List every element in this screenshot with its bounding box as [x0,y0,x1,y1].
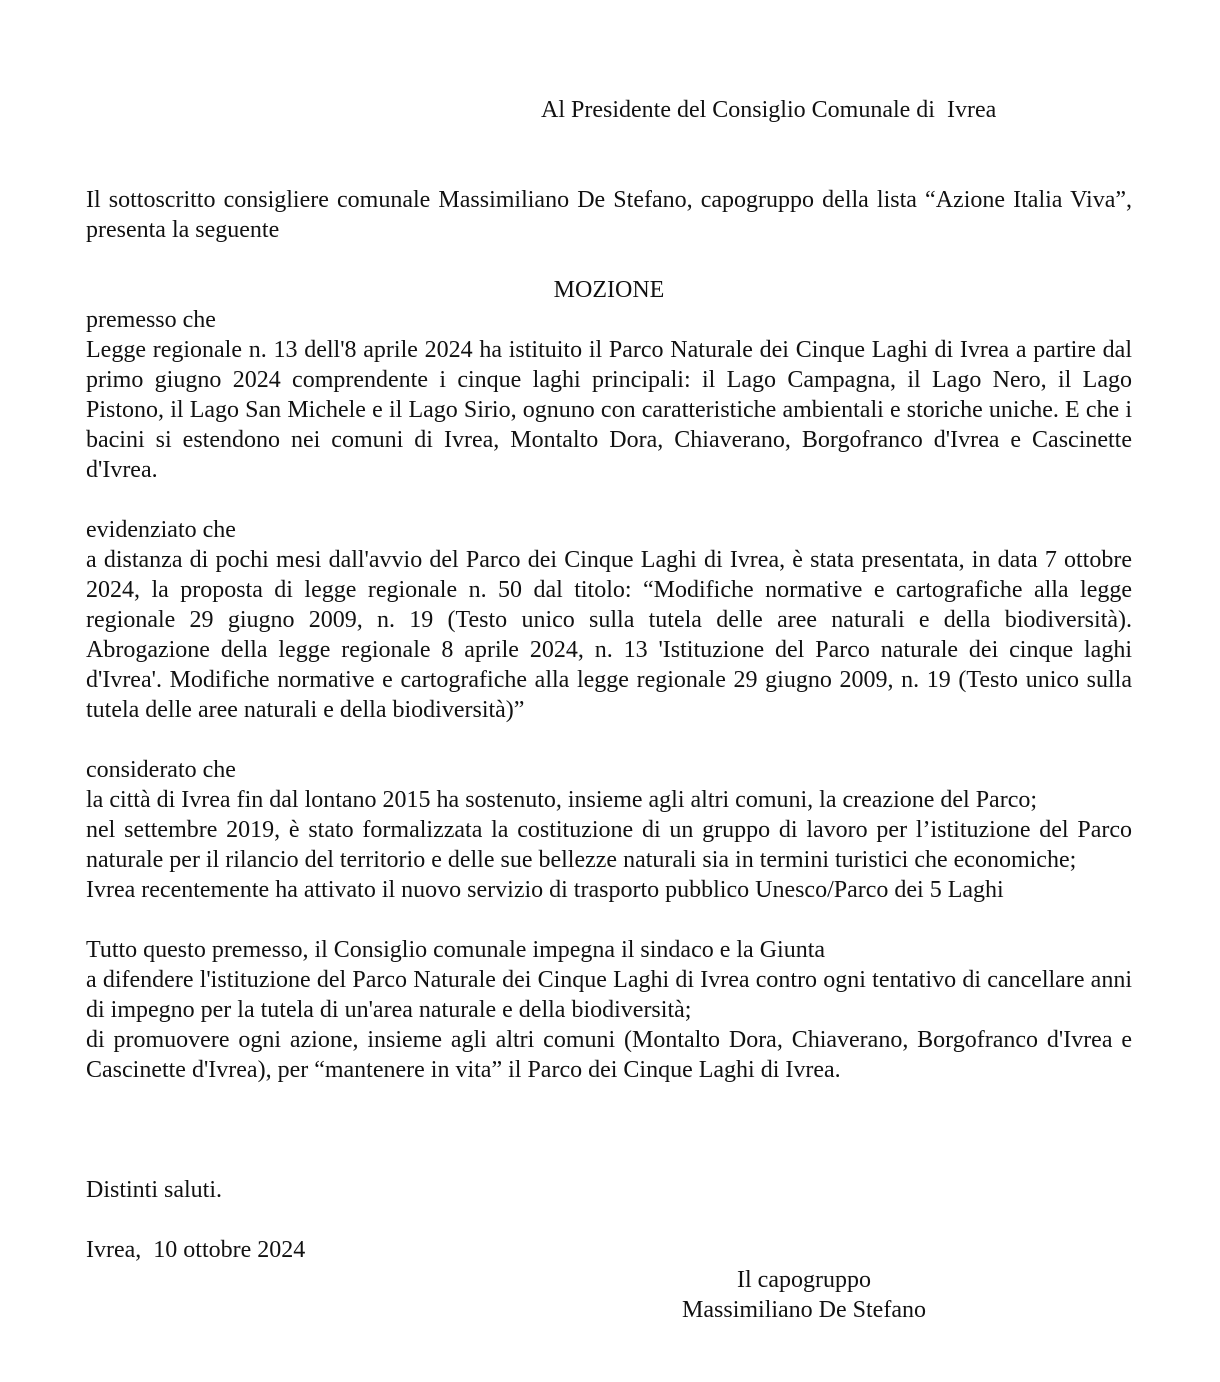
spacer [86,725,1132,755]
spacer [86,905,1132,935]
impegna-item: a difendere l'istituzione del Parco Naturale dei Cinque Laghi di Ivrea contro ogni tentativo di cancellare anni di impegno per la tutela di un'area naturale e della biodiversità; [86,967,1132,1023]
impegna-item: di promuovere ogni azione, insieme agli altri comuni (Montalto Dora, Chiaverano, Borgofranco d'Ivrea e Cascinette d'Ivrea), per “mantenere in vita” il Parco dei Cinque Laghi di Ivrea. [86,1027,1132,1083]
premesso-text: Legge regionale n. 13 dell'8 aprile 2024 ha istituito il Parco Naturale dei Cinque Laghi di Ivrea a partire dal primo giugno 2024 comprendente i cinque laghi principali: il Lago Campagna, il Lago Nero, il Lago Pistono, il Lago San Michele e il Lago Sirio, ognuno con caratteristiche ambientali e storiche uniche. E che i bacini si estendono nei comuni di Ivrea, Montalto Dora, Chiaverano, Borgofranco d'Ivrea e Cascinette d'Ivrea. [86,337,1132,483]
spacer [86,485,1132,515]
document-body [86,185,1132,1085]
considerato-item: la città di Ivrea fin dal lontano 2015 ha sostenuto, insieme agli altri comuni, la creazione del Parco; [86,787,1038,813]
document-title: MOZIONE [553,277,665,303]
considerato-item: nel settembre 2019, è stato formalizzata la costituzione di un gruppo di lavoro per l’istituzione del Parco naturale per il rilancio del territorio e delle sue bellezze naturali sia in termini turistici che economiche; [86,817,1132,873]
considerato-heading: considerato che [86,757,236,783]
evidenziato-text: a distanza di pochi mesi dall'avvio del Parco dei Cinque Laghi di Ivrea, è stata presentata, in data 7 ottobre 2024, la proposta di legge regionale n. 50 dal titolo: “Modifiche normative e cartografiche alla legge regionale 29 giugno 2009, n. 19 (Testo unico sulla tutela delle aree naturali e della biodiversità). Abrogazione della legge regionale 8 aprile 2024, n. 13 'Istituzione del Parco naturale dei cinque laghi d'Ivrea'. Modifiche normative e cartografiche alla legge regionale 29 giugno 2009, n. 19 (Testo unico sulla tutela delle aree naturali e della biodiversità)” [86,547,1132,723]
place-date: Ivrea, 10 ottobre 2024 [86,1237,306,1263]
signature-role: Il capogruppo [737,1267,871,1293]
closing-salutation: Distinti saluti. [86,1177,223,1203]
intro-paragraph: Il sottoscritto consigliere comunale Massimiliano De Stefano, capogruppo della lista “Azione Italia Viva”, presenta la seguente [86,187,1132,243]
evidenziato-heading: evidenziato che [86,517,236,543]
premesso-heading: premesso che [86,307,216,333]
signature-name: Massimiliano De Stefano [682,1297,926,1323]
considerato-item: Ivrea recentemente ha attivato il nuovo servizio di trasporto pubblico Unesco/Parco dei 5 Laghi [86,877,1004,903]
impegna-heading: Tutto questo premesso, il Consiglio comunale impegna il sindaco e la Giunta [86,937,826,963]
addressee: Al Presidente del Consiglio Comunale di Ivrea [541,97,997,123]
signature-block [669,1265,939,1325]
